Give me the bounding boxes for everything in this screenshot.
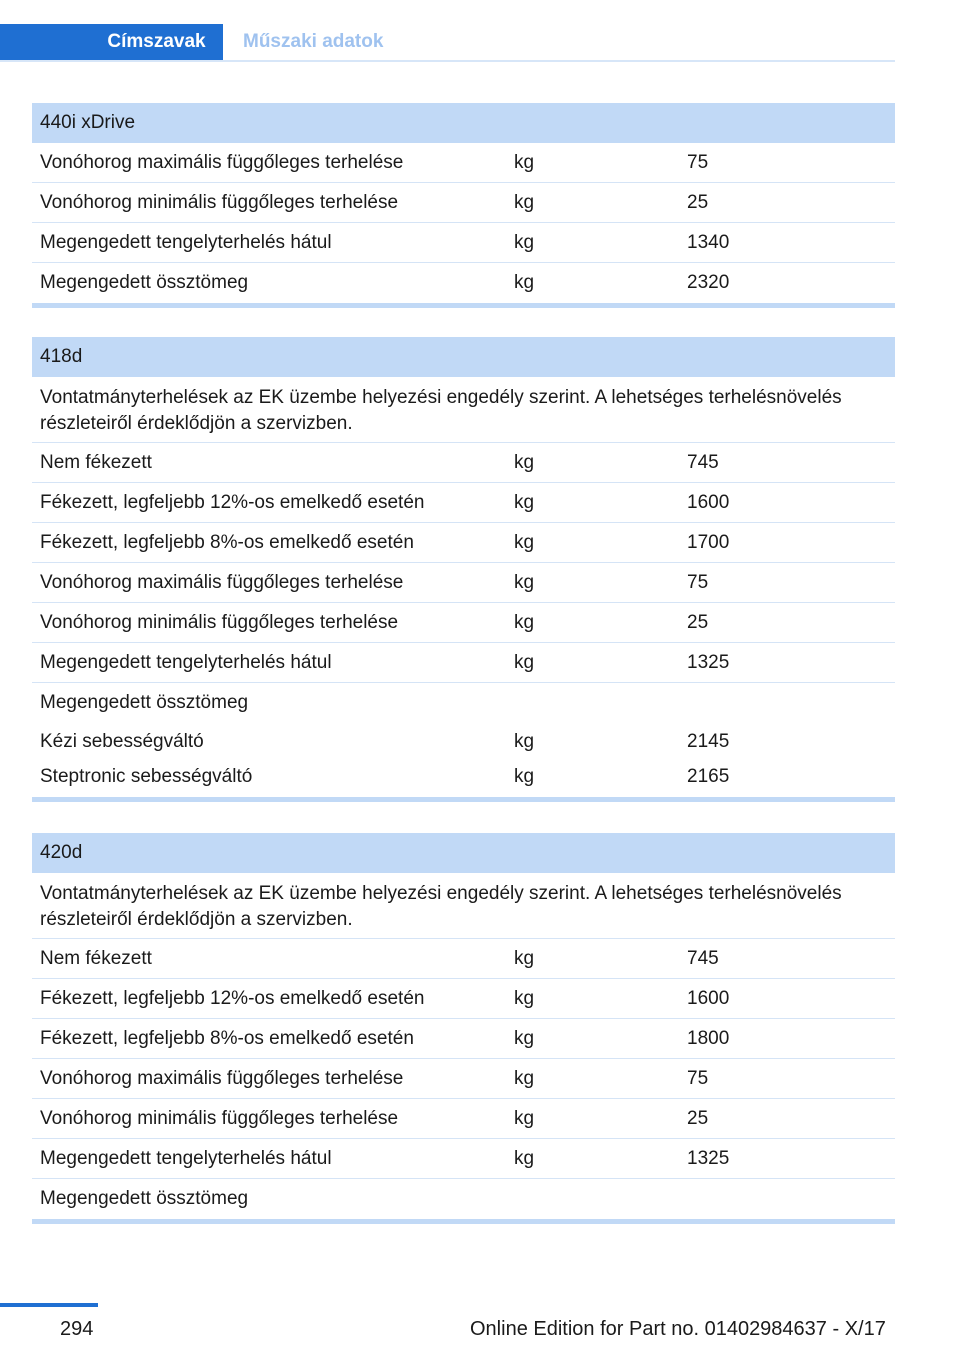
row-value: 745 [687,948,719,969]
table-row [32,1099,895,1139]
spec-table-440i [32,103,895,308]
section-title: 418d [32,337,895,377]
row-value: 25 [687,1108,709,1129]
section-title: 420d [32,833,895,873]
row-value: 25 [687,612,709,633]
page-number: 294 [60,1318,94,1340]
row-label: Megengedett tengelyterhelés hátul [40,232,332,253]
row-value: 2320 [687,272,730,293]
row-label: Fékezett, legfeljebb 12%-os emelkedő esetén [40,492,425,513]
edition-text: Online Edition for Part no. 01402984637 - X/17 [470,1318,886,1340]
table-row [32,1059,895,1099]
row-unit: kg [514,766,535,787]
row-unit: kg [514,232,535,253]
row-unit: kg [514,1148,535,1169]
row-value: 1700 [687,532,730,553]
table-row [32,939,895,979]
table-end-bar [32,1219,895,1224]
row-label: Megengedett tengelyterhelés hátul [40,1148,332,1169]
table-row [32,683,895,722]
tab-muszaki-adatok[interactable] [223,24,413,60]
row-label: Vonóhorog minimális függőleges terhelése [40,1108,399,1129]
table-row [32,523,895,563]
row-unit: kg [514,192,535,213]
table-row [32,979,895,1019]
row-value: 1600 [687,988,730,1009]
table-row [32,183,895,223]
row-value: 2165 [687,766,730,787]
top-tab-bar [0,24,895,62]
row-value: 1600 [687,492,730,513]
table-row [32,223,895,263]
row-unit: kg [514,948,535,969]
footer-accent-line [0,1303,98,1307]
row-value: 1340 [687,232,730,253]
tab-cimszavak-label: Címszavak [107,31,206,52]
row-label: Vonóhorog minimális függőleges terhelése [40,612,399,633]
section-note: Vontatmányterhelések az EK üzembe helyezési engedély szerint. A lehetséges terhelésnövelés részleteiről érdeklődjön a szervizben. [32,873,895,939]
row-label: Fékezett, legfeljebb 12%-os emelkedő esetén [40,988,425,1009]
row-unit: kg [514,492,535,513]
row-label: Nem fékezett [40,452,152,473]
table-row [32,722,895,761]
row-label: Megengedett össztömeg [40,692,249,713]
table-row [32,143,895,183]
row-unit: kg [514,612,535,633]
row-unit: kg [514,988,535,1009]
tab-underline [0,60,895,62]
row-label: Vonóhorog maximális függőleges terhelése [40,572,404,593]
row-label: Kézi sebességváltó [40,731,204,752]
table-row [32,443,895,483]
row-unit: kg [514,1108,535,1129]
row-value: 1325 [687,652,730,673]
row-value: 75 [687,152,709,173]
table-row [32,263,895,303]
table-row [32,563,895,603]
row-unit: kg [514,1068,535,1089]
row-label: Vonóhorog minimális függőleges terhelése [40,192,399,213]
row-label: Fékezett, legfeljebb 8%-os emelkedő esetén [40,532,414,553]
row-label: Vonóhorog maximális függőleges terhelése [40,152,404,173]
row-value: 1800 [687,1028,730,1049]
spec-table-418d [32,337,895,802]
table-row [32,761,895,797]
row-value: 745 [687,452,719,473]
table-row [32,1019,895,1059]
row-label: Megengedett tengelyterhelés hátul [40,652,332,673]
table-row [32,603,895,643]
tab-muszaki-adatok-label: Műszaki adatok [243,31,384,52]
row-unit: kg [514,532,535,553]
table-end-bar [32,303,895,308]
row-value: 2145 [687,731,730,752]
row-unit: kg [514,731,535,752]
row-value: 25 [687,192,709,213]
row-unit: kg [514,152,535,173]
row-value: 1325 [687,1148,730,1169]
table-end-bar [32,797,895,802]
row-unit: kg [514,272,535,293]
row-value: 75 [687,572,709,593]
row-label: Megengedett össztömeg [40,272,249,293]
row-label: Megengedett össztömeg [40,1188,249,1209]
spec-table-420d [32,833,895,1224]
table-row [32,1139,895,1179]
row-unit: kg [514,652,535,673]
tab-cimszavak[interactable] [0,24,223,60]
row-label: Fékezett, legfeljebb 8%-os emelkedő esetén [40,1028,414,1049]
table-row [32,643,895,683]
row-value: 75 [687,1068,709,1089]
table-row [32,1179,895,1219]
row-unit: kg [514,572,535,593]
row-unit: kg [514,1028,535,1049]
row-label: Vonóhorog maximális függőleges terhelése [40,1068,404,1089]
section-title: 440i xDrive [32,103,895,143]
row-unit: kg [514,452,535,473]
row-label: Steptronic sebességváltó [40,766,253,787]
table-row [32,483,895,523]
row-label: Nem fékezett [40,948,152,969]
section-note: Vontatmányterhelések az EK üzembe helyezési engedély szerint. A lehetséges terhelésnövelés részleteiről érdeklődjön a szervizben. [32,377,895,443]
